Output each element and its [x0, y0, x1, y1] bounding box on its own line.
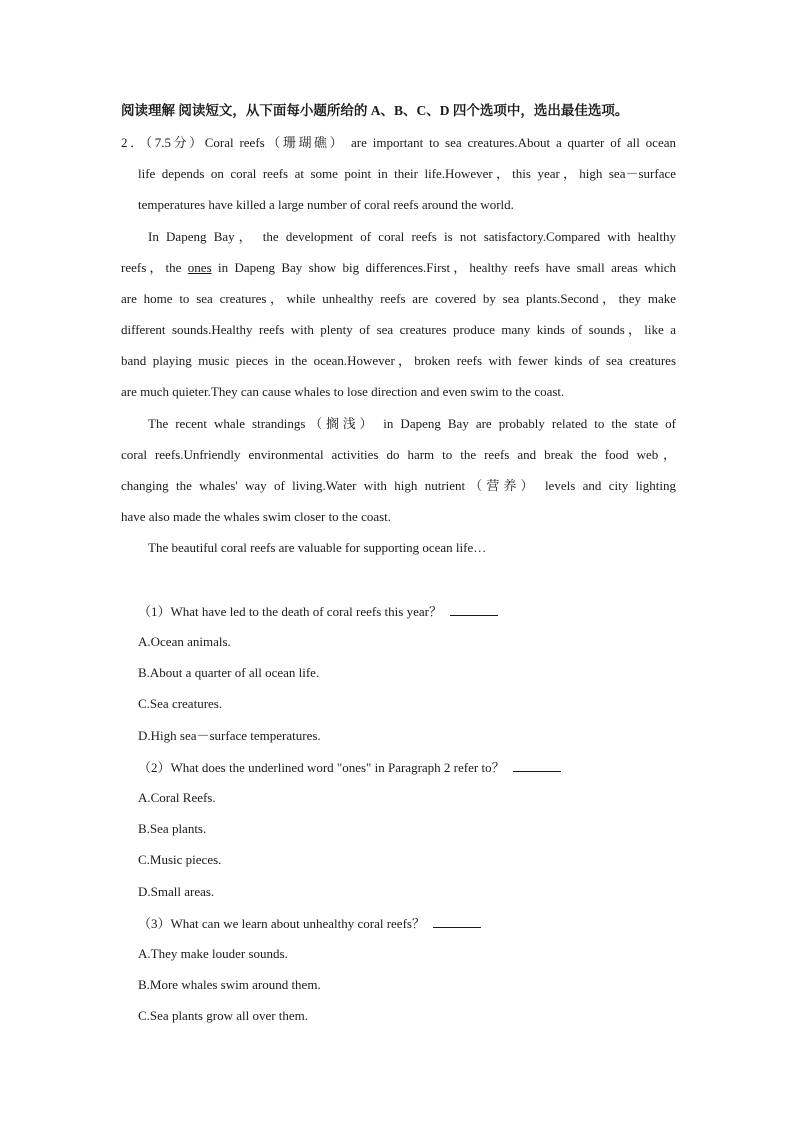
passage-line: different sounds.Healthy reefs with plenty of sea creatures produce many kinds of sounds，like a	[121, 322, 676, 337]
passage-line: The beautiful coral reefs are valuable for supporting ocean life…	[148, 540, 487, 555]
answer-blank[interactable]	[513, 758, 561, 772]
passage-line: are much quieter.They can cause whales to lose direction and even swim to the coast.	[121, 384, 565, 399]
option-b[interactable]: B.About a quarter of all ocean life.	[138, 665, 320, 680]
passage-text: reefs，the	[121, 260, 188, 275]
option-d[interactable]: D.High sea－surface temperatures.	[138, 728, 321, 743]
passage-line: temperatures have killed a large number of coral reefs around the world.	[138, 197, 514, 212]
option-b[interactable]: B.More whales swim around them.	[138, 977, 321, 992]
passage-line: In Dapeng Bay， the development of coral reefs is not satisfactory.Compared with healthy	[148, 229, 676, 244]
option-c[interactable]: C.Sea plants grow all over them.	[138, 1008, 309, 1023]
option-a[interactable]: A.Coral Reefs.	[138, 790, 216, 805]
passage-line: The recent whale strandings（搁浅） in Dapeng Bay are probably related to the state of	[148, 416, 676, 431]
passage-line: changing the whales' way of living.Water with high nutrient（营养） levels and city lighting	[121, 478, 676, 493]
subquestion-prompt	[138, 914, 481, 933]
subquestion-prompt	[138, 602, 498, 621]
question-number: 2．（7.5分）	[121, 135, 205, 150]
option-c[interactable]: C.Sea creatures.	[138, 696, 223, 711]
passage-line: have also made the whales swim closer to the coast.	[121, 509, 392, 524]
option-a[interactable]: A.They make louder sounds.	[138, 946, 288, 961]
passage-line	[121, 259, 676, 277]
passage-text: in Dapeng Bay show big differences.First，healthy reefs have small areas which	[211, 260, 676, 275]
answer-blank[interactable]	[450, 602, 498, 616]
underlined-word: ones	[187, 260, 212, 275]
passage-line: coral reefs.Unfriendly environmental activities do harm to the reefs and break the food web，	[121, 447, 676, 462]
option-c[interactable]: C.Music pieces.	[138, 852, 222, 867]
passage-line: band playing music pieces in the ocean.However，broken reefs with fewer kinds of sea creatures	[121, 353, 676, 368]
passage-line: are home to sea creatures，while unhealthy reefs are covered by sea plants.Second，they make	[121, 291, 676, 306]
passage-line: Coral reefs（珊瑚礁） are important to sea creatures.About a quarter of all ocean	[204, 135, 676, 150]
prompt-text: （2）What does the underlined word "ones" in Paragraph 2 refer to？	[138, 760, 505, 775]
question-first-line	[121, 134, 676, 152]
passage-line: life depends on coral reefs at some point in their life.However，this year，high sea－surface	[138, 166, 676, 181]
option-a[interactable]: A.Ocean animals.	[138, 634, 231, 649]
section-instruction: 阅读理解 阅读短文，从下面每小题所给的 A、B、C、D 四个选项中，选出最佳选项。	[121, 103, 629, 118]
answer-blank[interactable]	[433, 914, 481, 928]
option-b[interactable]: B.Sea plants.	[138, 821, 207, 836]
prompt-text: （1）What have led to the death of coral reefs this year？	[138, 604, 442, 619]
prompt-text: （3）What can we learn about unhealthy coral reefs？	[138, 916, 425, 931]
subquestion-prompt	[138, 758, 561, 777]
option-d[interactable]: D.Small areas.	[138, 884, 215, 899]
